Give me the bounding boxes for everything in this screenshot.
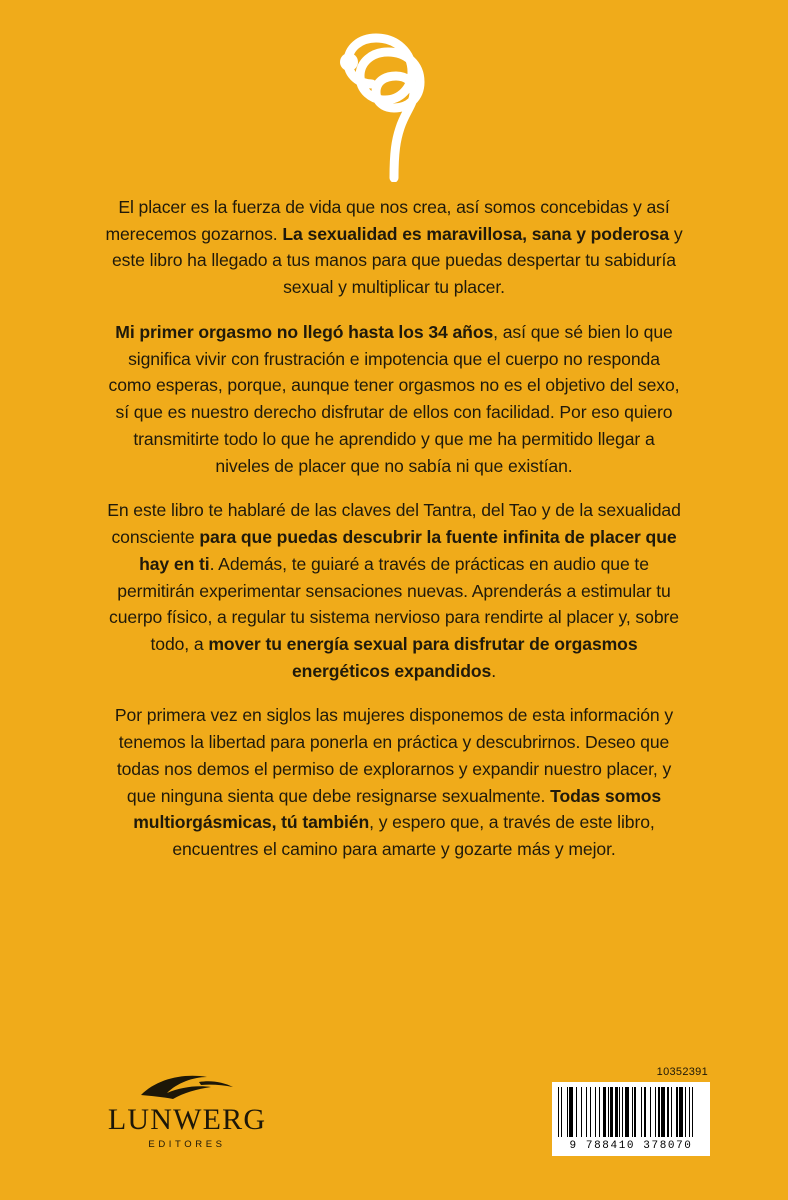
- blurb-run: Por primera vez en siglos las mujeres disponemos de esta información y tenemos la libertad para ponerla en práctica y descubrirnos. Deseo que todas nos demos el permiso de explorarnos y expandir nuestro placer, y que ninguna sienta que debe resignarse sexualmente.: [114, 705, 674, 806]
- blurb-paragraph: [105, 497, 683, 684]
- blurb-bold-run: Todas somos multiorgásmicas, tú también: [133, 785, 662, 833]
- barcode-bar: [692, 1087, 693, 1137]
- blurb-run: , así que sé bien lo que significa vivir con frustración e impotencia que el cuerpo no responda como esperas, porque, aunque tener orgasmos no es el objetivo del sexo, sí que es nuestro derecho disfrutar de ellos con facilidad. Por eso quiero transmitirte todo lo que he aprendido y que me ha permitido llegar a niveles de placer que no sabía ni que existían.: [108, 321, 680, 476]
- blurb-paragraph: [105, 319, 683, 479]
- blurb-bold-run: Mi primer orgasmo no llegó hasta los 34 años: [115, 321, 494, 342]
- blurb-bold-run: La sexualidad es maravillosa, sana y poderosa: [282, 223, 670, 244]
- barcode: [552, 1082, 710, 1156]
- cover-footer: [0, 1046, 788, 1156]
- blurb-bold-run: mover tu energía sexual para disfrutar de orgasmos energéticos expandidos: [208, 634, 638, 681]
- publisher-logo: [92, 1073, 282, 1150]
- blurb-bold-run: para que puedas descubrir la fuente infinita de placer que hay en ti: [139, 527, 677, 574]
- blurb-run: .: [491, 660, 496, 681]
- publisher-subtitle: EDITORES: [148, 1139, 226, 1150]
- blurb-run: y este libro ha llegado a tus manos para que puedas despertar tu sabiduría sexual y multiplicar tu placer.: [112, 223, 683, 298]
- blurb-text: [105, 194, 683, 863]
- blurb-run: . Además, te guiaré a través de prácticas en audio que te permitirán experimentar sensaciones nuevas. Aprenderás a estimular tu cuerpo físico, a regular tu sistema nervioso para rendirte al placer y, sobre todo, a: [109, 553, 679, 655]
- barcode-block: [552, 1066, 710, 1156]
- barcode-bars: [558, 1087, 704, 1137]
- blurb-run: El placer es la fuerza de vida que nos crea, así somos concebidas y así merecemos gozarnos.: [105, 197, 670, 244]
- blurb-paragraph: [105, 702, 683, 862]
- snake-ornament-icon: [334, 2, 454, 182]
- blurb-run: , y espero que, a través de este libro, encuentres el camino para amarte y gozarte más y mejor.: [172, 812, 655, 860]
- barcode-digits: 9 788410 378070: [569, 1140, 693, 1152]
- publisher-name: LUNWERG: [107, 1103, 267, 1136]
- internal-code: 10352391: [656, 1066, 708, 1078]
- blurb-paragraph: [105, 194, 683, 301]
- lunwerg-bird-logo-icon: [137, 1073, 237, 1103]
- blurb-run: En este libro te hablaré de las claves del Tantra, del Tao y de la sexualidad consciente: [107, 500, 681, 548]
